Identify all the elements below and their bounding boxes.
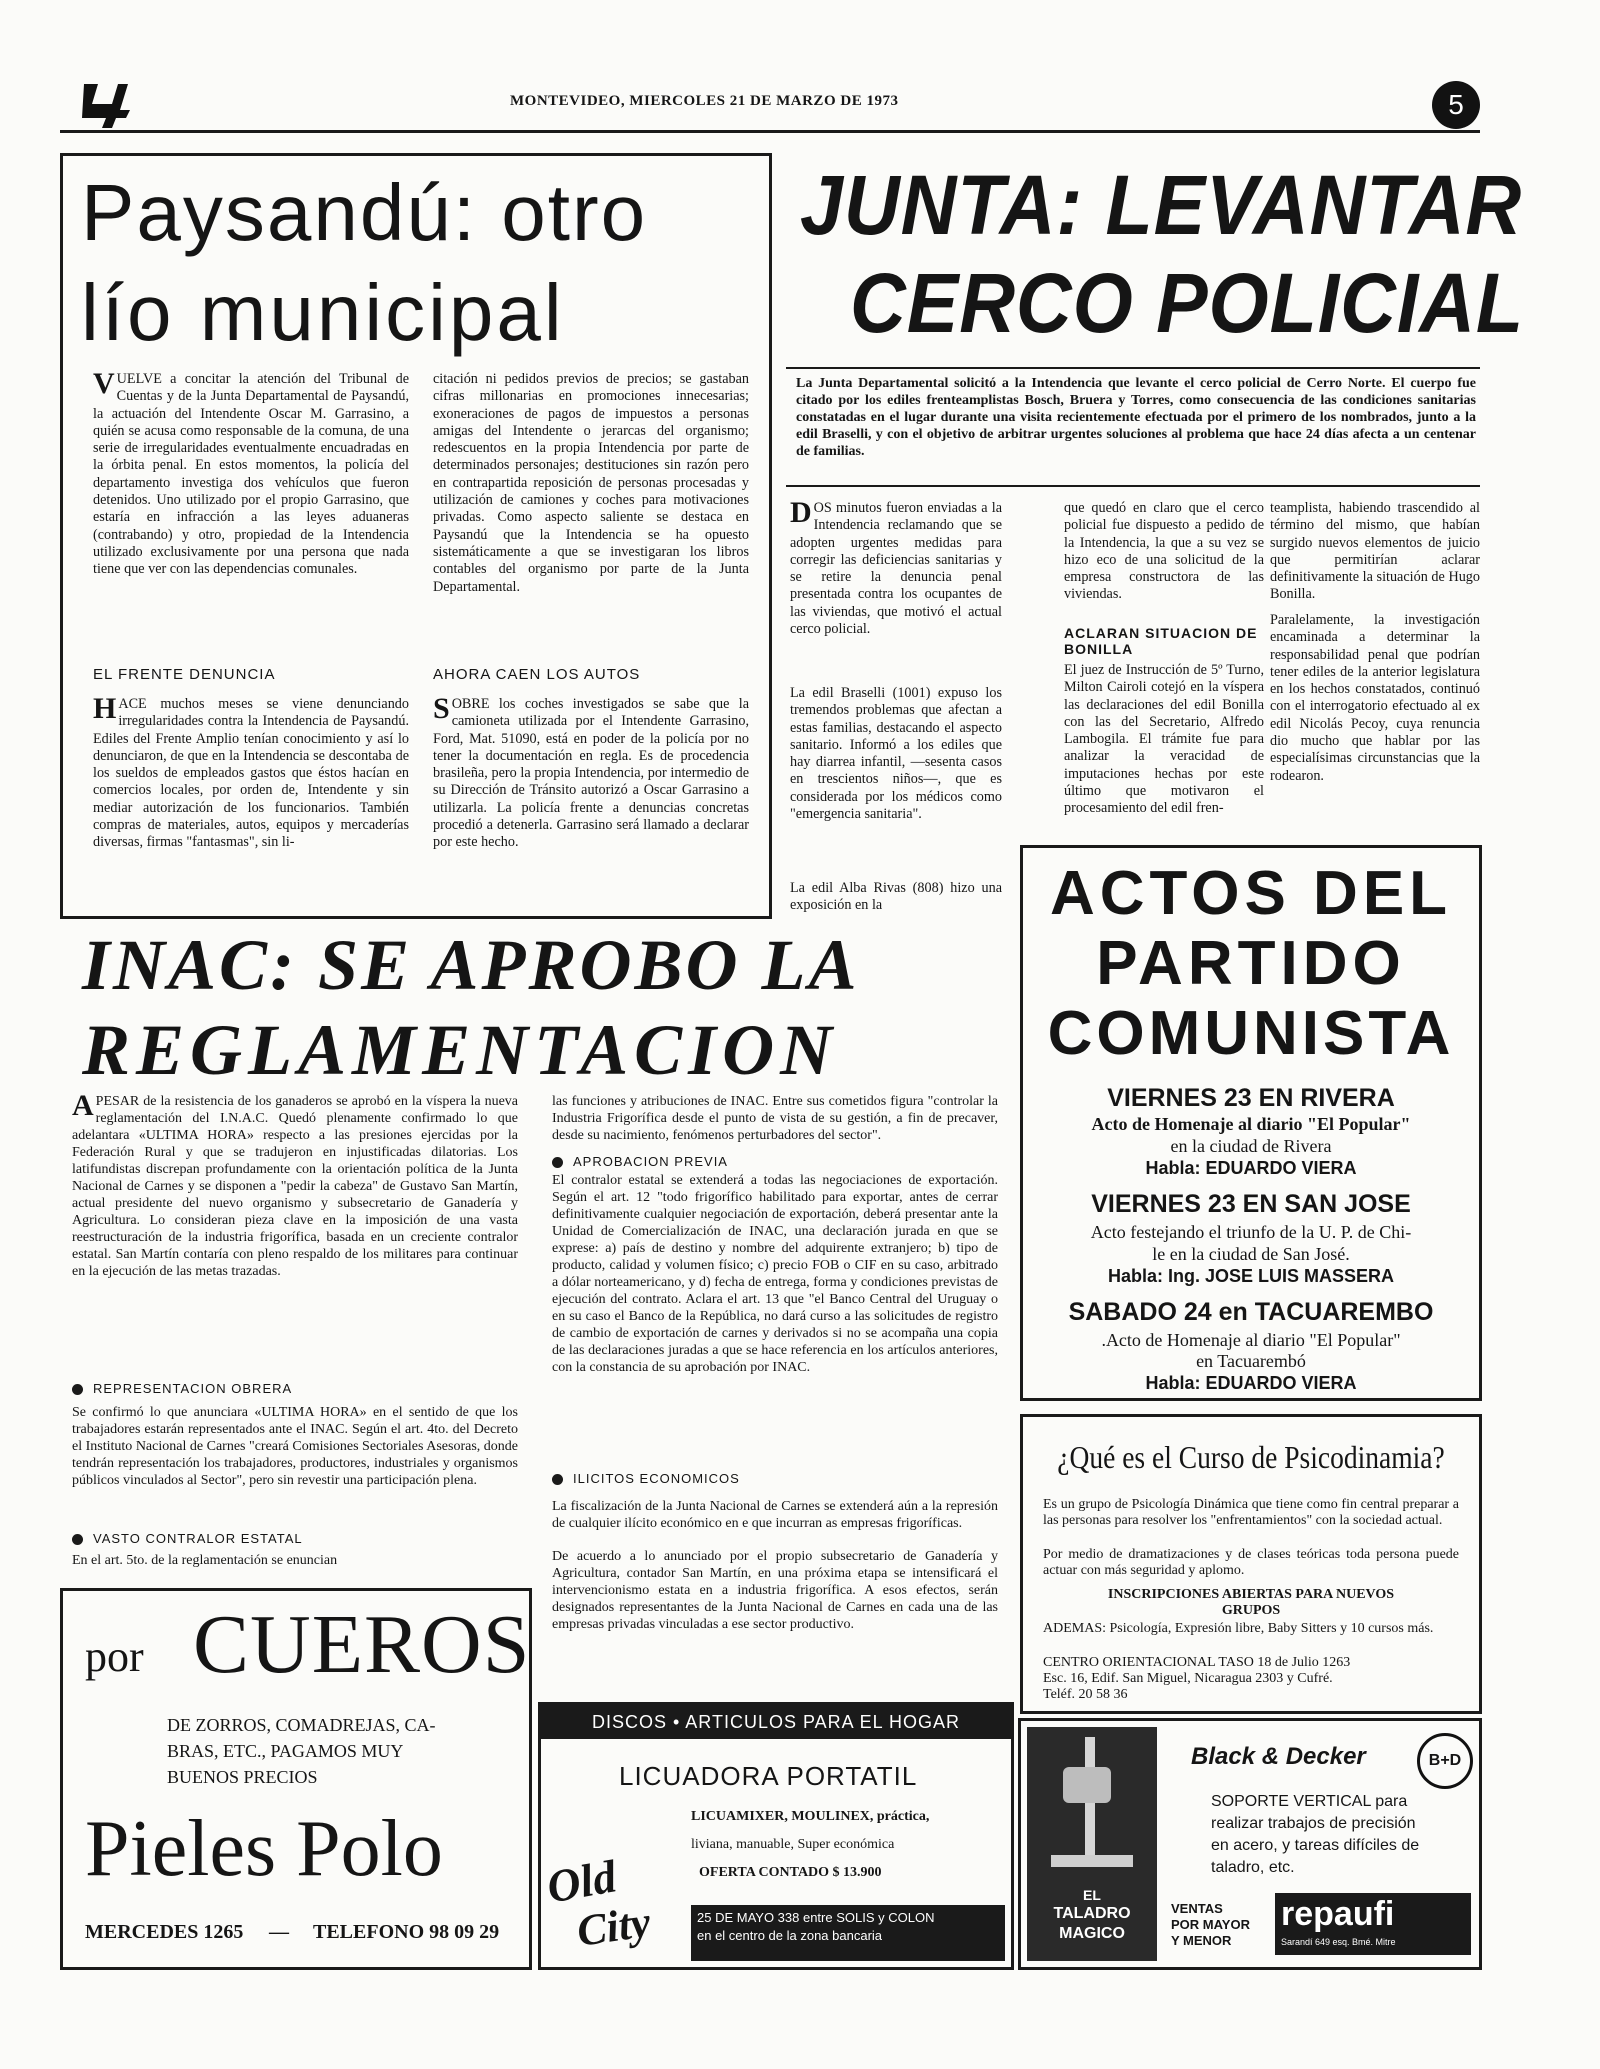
subhead-text: AHORA CAEN LOS AUTOS	[433, 666, 641, 683]
inac-col2b: El contralor estatal se extenderá a todas las negociaciones de exportación. Según el art. 12 "todo frigorífico habilitado para exportar, antes de cerrar definitivamente cualquier negociación de exportación, deberá presentar ante la Unidad de Comercialización de INAC, una declaración jurada en que se exprese: a) país de destino y nombre del adquirente extranjero; b) tipo de producto, calidad y volumen físico; c) precio FOB o CIF en su caso, arbitrado a dólar norteamericano, y d) fecha de entrega, forma y condiciones previstas de ejecución del contrato. Aclara el art. 13 que "el Banco Central del Uruguay o en su caso el Banco de la República, no dará curso a las solicitudes de registro de cambio de exportación de carnes y derivados si no se acompaña una copia de las declaraciones juradas a que se hace referencia en los artículos anteriores, con la constancia de su aprobación por INAC.	[552, 1173, 998, 1375]
inac-subhead-aprobacion	[552, 1153, 998, 1171]
inac-subhead-contralor	[72, 1530, 518, 1548]
inac-col1: APESAR de la resistencia de los ganaderos se aprobó en la víspera la nueva reglamentación del I.N.A.C. Quedó plenamente confirmado lo que adelantara «ULTIMA HORA» respecto a las presiones ejercidas por la Federación Rural y que se tradujeron en injustificadas dilatorias. Los latifundistas discrepan profundamente con la orientación política de la Junta Nacional de Carnes y se disponen a "pedir la cabeza" de Gustavo San Martín, actual presidente del nuevo organismo y subsecretario de Ganadería y Agricultura. Lo consideran pieza clave en la imposición de una vasta reestructuración de la industria frigorífica, basada en un creciente contralor estatal. San Martín contaría con pleno respaldo de los militares para continuar en la ejecución de las metas trazadas.	[72, 1089, 518, 1279]
psico-p4: CENTRO ORIENTACIONAL TASO 18 de Julio 1263	[1043, 1655, 1351, 1670]
bullet-icon	[72, 1534, 83, 1545]
cueros-ad	[60, 1588, 532, 1970]
inac-col1b: Se confirmó lo que anunciara «ULTIMA HORA» en el sentido de que los trabajadores estarán representados ante el INAC. Según el art. 4to. del Decreto el Instituto Nacional de Carnes "creará Comisiones Sectoriales Asesoras, donde tendrán representación los trabajadores, productores, industriales y organismos públicos vinculados al Sector", pero sin revestir una participación plena.	[72, 1405, 518, 1488]
psico-head1: INSCRIPCIONES ABIERTAS PARA NUEVOS	[1107, 1587, 1395, 1602]
psicodinamia-box	[1020, 1414, 1482, 1714]
cueros-line1: DE ZORROS, COMADREJAS, CA-	[167, 1715, 436, 1735]
bd-line3: en acero, y tareas difíciles de	[1211, 1837, 1420, 1854]
discos-banner	[541, 1705, 1011, 1739]
actos-event1-desc2: en la ciudad de Rivera	[1170, 1136, 1332, 1156]
paysandu-subhead-autos	[433, 666, 749, 683]
cueros-line2: BRAS, ETC., PAGAMOS MUY	[167, 1741, 404, 1761]
bd-badge-text: B+D	[1428, 1752, 1462, 1769]
cueros-cueros: CUEROS	[193, 1598, 531, 1691]
inac-col2: las funciones y atribuciones de INAC. Entre sus cometidos figura "controlar la Industria Frigorífica desde el punto de vista de su gestión, a fin de precaver, desde su nacimiento, fenómenos perturbadores del sector".	[552, 1094, 998, 1143]
junta-col3: teamplista, habiendo trascendido al término del mismo, que habían surgido nuevos elementos de juicio que permitirían aclarar definitivamente la situación de Hugo Bonilla.	[1270, 500, 1480, 603]
junta-lead-rule-bottom	[786, 485, 1480, 487]
subhead-text: REPRESENTACION OBRERA	[93, 1381, 293, 1396]
taladro-l2: TALADRO	[1053, 1905, 1131, 1922]
psico-head2: GRUPOS	[1221, 1603, 1281, 1618]
psico-title: ¿Qué es el Curso de Psicodinamia?	[1057, 1439, 1445, 1475]
junta-title-line1: JUNTA: LEVANTAR	[800, 158, 1523, 252]
psico-p6: Teléf. 20 58 36	[1043, 1687, 1128, 1702]
paysandu-title-line2: lío municipal	[81, 268, 565, 357]
psico-p2: Por medio de dramatizaciones y de clases teóricas toda persona puede actuar con más seguridad y aplomo.	[1043, 1547, 1459, 1578]
discos-offer: OFERTA CONTADO $ 13.900	[699, 1865, 882, 1880]
bd-ventas2: POR MAYOR	[1171, 1917, 1250, 1932]
subhead-text: VASTO CONTRALOR ESTATAL	[93, 1531, 303, 1546]
page-number: 5	[1448, 89, 1464, 120]
actos-event2-speaker: Habla: Ing. JOSE LUIS MASSERA	[1107, 1266, 1395, 1286]
junta-col2: que quedó en claro que el cerco policial fue dispuesto a pedido de la Intendencia, la que a su vez se hizo eco de una solicitud de la empresa constructora de las viviendas.	[1064, 500, 1264, 603]
bd-ventas3: Y MENOR	[1171, 1933, 1232, 1948]
junta-col1b: La edil Braselli (1001) expuso los tremendos problemas que afectan a estas familias, destacando el aspecto sanitario. Informó a los ediles que hay diarrea infantil, —sesenta casos en trescientos niños—, que es considerada por los médicos como "emergencia sanitaria".	[790, 685, 1002, 823]
junta-col2b: El juez de Instrucción de 5º Turno, Milton Cairoli cotejó en la víspera las declaraciones del edil Bonilla con las del Secretario, Alfredo Lambogila. El trámite fue para analizar la veracidad de imputaciones hechas por este último que motivaron el procesamiento del edil fren-	[1064, 662, 1264, 817]
repaufi-name: repaufi	[1281, 1895, 1395, 1933]
discos-logo-city: City	[573, 1897, 654, 1956]
actos-event1-head: VIERNES 23 EN RIVERA	[1107, 1084, 1395, 1112]
repaufi-logo	[1275, 1893, 1471, 1955]
discos-line2: liviana, manuable, Super económica	[691, 1837, 895, 1852]
psico-p5: Esc. 16, Edif. San Miguel, Nicaragua 2303 y Cufré.	[1043, 1671, 1333, 1686]
actos-event3-head: SABADO 24 en TACUAREMBO	[1068, 1298, 1434, 1326]
header-rule	[60, 130, 1480, 133]
logo-mark-icon	[78, 78, 134, 130]
paysandu-title-line1: Paysandú: otro	[81, 168, 648, 257]
actos-title-3: COMUNISTA	[1047, 999, 1455, 1068]
actos-event1-desc1: Acto de Homenaje al diario "El Popular"	[1091, 1114, 1411, 1134]
inac-col2d: De acuerdo a lo anunciado por el propio subsecretario de Ganadería y Agricultura, contador San Martín, en una próxima etapa se intensificará el intervencionismo estata en a industria frigorífica. A esos efectos, serán designados representantes de la Junta Nacional de Carnes en cada una de las empresas privadas vinculadas a ese sector productivo.	[552, 1549, 998, 1632]
actos-event3-speaker: Habla: EDUARDO VIERA	[1145, 1373, 1357, 1393]
inac-col1c: En el art. 5to. de la reglamentación se enuncian	[72, 1553, 338, 1568]
drill-stand-icon	[1027, 1727, 1157, 1877]
page-number-badge	[1432, 81, 1480, 129]
inac-col2c: La fiscalización de la Junta Nacional de Carnes se extenderá aún a la represión de cualquier ilícito económico en e que incurran as empresas frigoríficas.	[552, 1499, 998, 1531]
inac-subhead-representacion	[72, 1380, 518, 1398]
discos-logo-old: Old	[543, 1850, 620, 1913]
paysandu-col1b: HACE muchos meses se viene denunciando irregularidades contra la Intendencia de Paysandú. Ediles del Frente Amplio tenían conocimiento y así lo denunciaron, de que en la Intendencia se descontaba de los sueldos de empleados gastos que éstos hacían en comercios locales, por orden de, Intendente y sin mediar autorización de los funcionarios. También compras de materiales, autos, equipos y mercaderías diversas, firmas "fantasmas", sin li-	[93, 692, 409, 851]
discos-ad	[538, 1702, 1014, 1970]
cueros-brand: Pieles Polo	[85, 1805, 443, 1893]
paysandu-col2: citación ni pedidos previos de precios; se gastaban cifras millonarias en promociones innecesarias; exoneraciones de pagos de impuestos a personas amigas del Intendente o jerarcas del organismo; redescuentos en la propia Intendencia por parte de determinados personajes; destituciones sin razón pero en contrapartida reposición de personas procesadas y utilización de camiones y coches para motivaciones privadas. Como aspecto saliente se destaca en Paysandú que la Intendencia se ha opuesto sistemáticamente a que se investigaran los libros contables del organismo por parte de la Junta Departamental.	[433, 371, 749, 595]
subhead-text: EL FRENTE DENUNCIA	[93, 666, 276, 683]
actos-title-1: ACTOS DEL	[1049, 859, 1453, 928]
inac-title-line2: REGLAMENTACION	[82, 1010, 839, 1090]
taladro-image	[1027, 1727, 1157, 1961]
actos-title-2: PARTIDO	[1096, 929, 1406, 998]
blackdecker-ad	[1018, 1718, 1482, 1970]
cueros-phone: TELEFONO 98 09 29	[313, 1921, 500, 1943]
inac-title-line1: INAC: SE APROBO LA	[82, 925, 860, 1005]
junta-title-line2: CERCO POLICIAL	[850, 256, 1525, 350]
paysandu-subhead-frente	[93, 666, 409, 683]
discos-address-bar	[691, 1905, 1005, 1961]
bd-badge	[1417, 1733, 1473, 1789]
subhead-text: ILICITOS ECONOMICOS	[573, 1471, 740, 1486]
inac-subhead-ilicitos	[552, 1470, 998, 1488]
actos-event3-desc2: en Tacuarembó	[1196, 1351, 1306, 1371]
actos-box	[1020, 845, 1482, 1401]
subhead-text: APROBACION PREVIA	[573, 1154, 728, 1169]
actos-event3-desc1: .Acto de Homenaje al diario "El Popular"	[1101, 1330, 1401, 1350]
actos-event1-speaker: Habla: EDUARDO VIERA	[1145, 1158, 1357, 1178]
actos-event2-desc1: Acto festejando el triunfo de la U. P. de Chi-	[1090, 1222, 1412, 1242]
taladro-l1: EL	[1083, 1887, 1101, 1903]
actos-event2-desc2: le en la ciudad de San José.	[1152, 1244, 1350, 1264]
bd-line4: taladro, etc.	[1211, 1859, 1295, 1876]
paysandu-col1: VUELVE a concitar la atención del Tribunal de Cuentas y de la Junta Departamental de Paysandú, la actuación del Intendente Oscar M. Garrasino, a quién se acusa como responsable de la comuna, de una serie de irregularidades eventualmente encuadradas en la órbita penal. En estos momentos, la policía del departamento investiga dos vehículos que fueron detenidos. Uno utilizado por el propio Garrasino, que estaría en infracción a las leyes aduaneras (contrabando) y otro, propiedad de la Intendencia utilizado exclusivamente por una persona que nada tiene que ver con las dependencias comunales.	[93, 367, 409, 578]
junta-col3b: Paralelamente, la investigación encaminada a determinar la responsabilidad penal que podrían tener ediles de la anterior legislatura en los hechos constatados, continuó con el interrogatorio efectuado al ex edil Nicolás Pecoy, cuya renuncia dio mucho que hablar por las especialísimas circunstancias que la rodearon.	[1270, 612, 1480, 784]
repaufi-address: Sarandí 649 esq. Bmé. Mitre	[1281, 1937, 1396, 1947]
bullet-icon	[72, 1384, 83, 1395]
junta-col1c: La edil Alba Rivas (808) hizo una exposición en la	[790, 880, 1002, 914]
junta-subhead-bonilla	[1064, 625, 1264, 657]
bullet-icon	[552, 1157, 563, 1168]
cueros-por: por	[85, 1632, 144, 1681]
taladro-l3: MAGICO	[1059, 1925, 1125, 1942]
discos-addr2: en el centro de la zona bancaria	[697, 1928, 883, 1943]
discos-banner-text: DISCOS • ARTICULOS PARA EL HOGAR	[591, 1712, 961, 1732]
junta-lead-rule	[786, 367, 1480, 369]
discos-addr1: 25 DE MAYO 338 entre SOLIS y COLON	[697, 1910, 935, 1925]
blackdecker-brand: Black & Decker	[1191, 1743, 1366, 1770]
dateline: MONTEVIDEO, MIERCOLES 21 DE MARZO DE 1973	[510, 93, 899, 109]
cueros-dash: —	[269, 1921, 289, 1943]
subhead-text: ACLARAN SITUACION DE BONILLA	[1064, 625, 1258, 657]
paysandu-col2b: SOBRE los coches investigados se sabe que la camioneta utilizada por el Intendente Garrasino, Ford, Mat. 51090, está en poder de la policía por no tener la documentación en regla. Es de procedencia brasileña, pero la propia Intendencia, por intermedio de su Dirección de Tránsito autorizó a Oscar Garrasino a utilizarla. La policía frente a denuncias concretas procedió a detenerla. Garrasino será llamado a declarar por este hecho.	[433, 692, 749, 851]
actos-event2-head: VIERNES 23 EN SAN JOSE	[1091, 1190, 1411, 1218]
bd-ventas1: VENTAS	[1171, 1901, 1223, 1916]
paysandu-article	[60, 153, 772, 919]
discos-product: LICUADORA PORTATIL	[619, 1761, 918, 1791]
newspaper-logo	[78, 78, 134, 130]
bd-line1: SOPORTE VERTICAL para	[1211, 1793, 1408, 1810]
bd-line2: realizar trabajos de precisión	[1211, 1815, 1416, 1832]
bullet-icon	[552, 1474, 563, 1485]
psico-p3: ADEMAS: Psicología, Expresión libre, Baby Sitters y 10 cursos más.	[1043, 1621, 1434, 1636]
psico-p1: Es un grupo de Psicología Dinámica que tiene como fin central preparar a las personas para resolver los "enfrentamientos" con la sociedad actual.	[1043, 1497, 1459, 1528]
cueros-line3: BUENOS PRECIOS	[167, 1767, 318, 1787]
junta-col1: DOS minutos fueron enviadas a la Intendencia reclamando que se adopten urgentes medidas para corregir las deficiencias sanitarias y se retire la denuncia penal presentada contra los ocupantes de las viviendas, que motivó el actual cerco policial.	[790, 496, 1002, 638]
junta-lead: La Junta Departamental solicitó a la Intendencia que levante el cerco policial de Cerro Norte. El cuerpo fue citado por los ediles frenteamplistas Bosch, Bruera y Torres, como consecuencia de las condiciones sanitarias constatadas en el lugar durante una visita recientemente efectuada por el primero de los nombrados, junto a la edil Braselli, y con el objetivo de arbitrar urgentes soluciones al problema que hace 24 días afecta a un centenar de familias.	[796, 376, 1476, 459]
cueros-address: MERCEDES 1265	[85, 1921, 244, 1943]
discos-line1: LICUAMIXER, MOULINEX, práctica,	[691, 1809, 930, 1824]
